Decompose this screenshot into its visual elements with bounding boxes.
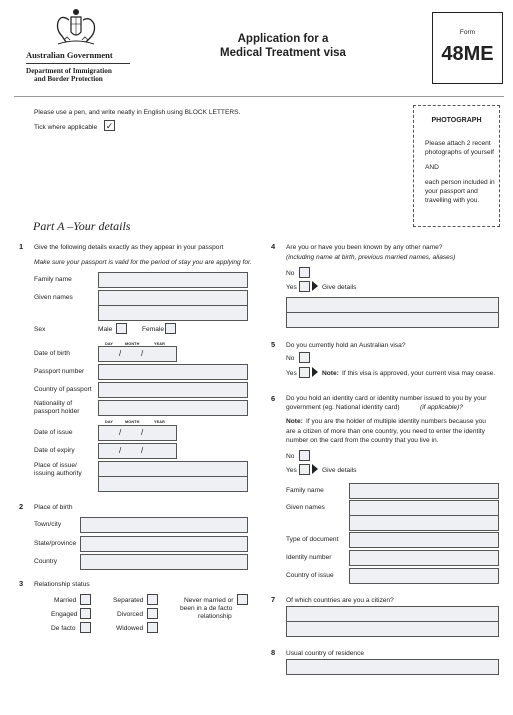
widowed-label: Widowed	[116, 625, 144, 632]
engaged-label: Engaged	[51, 611, 78, 618]
q4-details-input-2[interactable]	[286, 312, 499, 328]
divorced-checkbox[interactable]	[147, 608, 158, 619]
q6-family-name-label: Family name	[286, 487, 324, 494]
female-checkbox[interactable]	[165, 323, 176, 334]
place-of-issue-input-2[interactable]	[98, 476, 248, 492]
q7-citizenship-input-2[interactable]	[286, 621, 499, 637]
sex-label: Sex	[34, 326, 46, 333]
q7-citizenship-input-1[interactable]	[286, 606, 499, 622]
q4-yes-checkbox[interactable]	[299, 281, 310, 292]
q6-text-line2: government (eg. National identity card)	[286, 404, 400, 411]
photograph-box	[413, 105, 500, 227]
country-of-birth-label: Country	[34, 558, 58, 565]
q6-given-names-input-2[interactable]	[349, 515, 499, 531]
q6-country-of-issue-label: Country of issue	[286, 572, 334, 579]
divorced-label: Divorced	[117, 611, 144, 618]
q6-give-details: Give details	[322, 467, 357, 474]
q8-text: Usual country of residence	[286, 650, 365, 657]
place-of-issue-input-1[interactable]	[98, 461, 248, 477]
photograph-title: PHOTOGRAPH	[431, 117, 482, 124]
de-facto-checkbox[interactable]	[80, 622, 91, 633]
q5-no-checkbox[interactable]	[299, 352, 310, 363]
q4-no-checkbox[interactable]	[299, 267, 310, 278]
separated-checkbox[interactable]	[147, 594, 158, 605]
married-checkbox[interactable]	[80, 594, 91, 605]
q6-family-name-input[interactable]	[349, 483, 499, 499]
q5-yes-checkbox[interactable]	[299, 367, 310, 378]
q4-give-details: Give details	[322, 284, 357, 291]
q6-type-of-document-input[interactable]	[349, 532, 499, 548]
nationality-label-1: Nationality of	[34, 400, 73, 407]
q8-number: 8	[271, 648, 276, 657]
country-of-passport-label: Country of passport	[34, 386, 92, 393]
q4-number: 4	[271, 242, 276, 251]
q6-arrow-icon	[312, 464, 318, 474]
q6-note-line1: If you are the holder of multiple identity numbers because you	[306, 418, 486, 425]
photo-line5: travelling with you.	[425, 197, 480, 204]
engaged-checkbox[interactable]	[80, 608, 91, 619]
never-married-label-1: Never married or	[184, 597, 234, 604]
passport-number-label: Passport number	[34, 368, 85, 375]
place-of-issue-label-2: issuing authority	[34, 470, 82, 477]
given-names-input-1[interactable]	[98, 290, 248, 306]
issue-month-label: MONTH	[125, 420, 140, 424]
dob-input[interactable]	[98, 346, 177, 362]
q4-note: (including name at birth, previous married names, aliases)	[286, 254, 456, 261]
q6-yes-label: Yes	[286, 467, 297, 474]
de-facto-label: De facto	[51, 625, 76, 632]
dob-label: Date of birth	[34, 350, 70, 357]
issue-slash-1: /	[119, 428, 122, 437]
q6-no-label: No	[286, 453, 295, 460]
part-a-title: Part A –Your details	[33, 219, 131, 233]
q3-text: Relationship status	[34, 581, 90, 588]
form-label: Form	[459, 29, 476, 36]
dob-slash-2: /	[141, 349, 144, 358]
photo-and: AND	[425, 164, 439, 171]
date-of-expiry-label: Date of expiry	[34, 447, 75, 454]
q6-note-label: Note:	[286, 418, 303, 425]
date-of-issue-label: Date of issue	[34, 429, 73, 436]
q4-yes-label: Yes	[286, 284, 297, 291]
given-names-input-2[interactable]	[98, 305, 248, 321]
q5-text: Do you currently hold an Australian visa?	[286, 342, 406, 349]
q6-text-line1: Do you hold an identity card or identity number issued to you by your	[286, 395, 487, 402]
nationality-label-2: passport holder	[34, 408, 80, 415]
q5-arrow-icon	[312, 367, 318, 377]
q6-identity-number-label: Identity number	[286, 554, 332, 561]
q6-given-names-input-1[interactable]	[349, 500, 499, 516]
q7-number: 7	[271, 595, 276, 604]
q5-note: If this visa is approved, your current visa may cease.	[342, 370, 496, 377]
issue-day-label: DAY	[105, 420, 113, 424]
check-icon: ✓	[105, 121, 114, 131]
female-label: Female	[142, 326, 164, 333]
form-title-line2: Medical Treatment visa	[220, 47, 346, 59]
form-number-box	[432, 12, 503, 84]
q6-text-line2-italic: (if applicable)?	[420, 404, 463, 411]
town-input[interactable]	[80, 517, 248, 533]
q6-note-line3: number on the card from the country that you live in.	[286, 437, 439, 444]
q4-no-label: No	[286, 270, 295, 277]
photo-line3: each person included in	[425, 179, 495, 186]
never-married-label-3: relationship	[198, 613, 232, 620]
q6-number: 6	[271, 394, 276, 403]
q4-arrow-icon	[312, 281, 318, 291]
photo-line2: photographs of yourself	[425, 149, 494, 156]
q2-text: Place of birth	[34, 504, 73, 511]
town-label: Town/city	[34, 521, 62, 528]
expiry-slash-2: /	[141, 446, 144, 455]
photo-line1: Please attach 2 recent	[425, 140, 491, 147]
form-number: 48ME	[441, 43, 494, 65]
header-divider	[26, 63, 130, 64]
org-name: Australian Government	[26, 50, 113, 60]
photo-line4: your passport and	[425, 188, 478, 195]
q3-number: 3	[19, 579, 24, 588]
state-label: State/province	[34, 540, 77, 547]
dob-slash-1: /	[119, 349, 122, 358]
issue-year-label: YEAR	[154, 420, 165, 424]
form-title-line1: Application for a	[237, 33, 329, 45]
q2-number: 2	[19, 502, 24, 511]
never-married-checkbox[interactable]	[237, 594, 248, 605]
passport-number-input[interactable]	[98, 364, 248, 380]
country-of-birth-input[interactable]	[80, 554, 248, 570]
department-line2: and Border Protection	[34, 75, 103, 83]
male-checkbox[interactable]	[116, 323, 127, 334]
page-divider	[14, 96, 504, 97]
place-of-issue-label-1: Place of issue/	[34, 462, 77, 469]
family-name-label: Family name	[34, 276, 72, 283]
date-of-expiry-input[interactable]	[98, 443, 177, 459]
dob-month-label: MONTH	[125, 342, 140, 346]
tick-label: Tick where applicable	[34, 124, 98, 131]
country-of-passport-input[interactable]	[98, 382, 248, 398]
coat-of-arms-icon	[50, 8, 102, 48]
given-names-label: Given names	[34, 294, 73, 301]
intro-instruction: Please use a pen, and write neatly in English using BLOCK LETTERS.	[34, 109, 241, 116]
q5-number: 5	[271, 340, 276, 349]
q7-text: Of which countries are you a citizen?	[286, 597, 394, 604]
male-label: Male	[98, 326, 113, 333]
q1-text: Give the following details exactly as they appear in your passport	[34, 244, 224, 251]
department-line1: Department of Immigration	[26, 67, 112, 75]
dob-year-label: YEAR	[154, 342, 165, 346]
q6-yes-checkbox[interactable]	[299, 464, 310, 475]
q4-details-input-1[interactable]	[286, 297, 499, 313]
issue-slash-2: /	[141, 428, 144, 437]
q8-residence-input[interactable]	[286, 659, 499, 675]
q1-note: Make sure your passport is valid for the period of stay you are applying for.	[34, 259, 252, 266]
tick-example	[104, 120, 115, 131]
expiry-slash-1: /	[119, 446, 122, 455]
q6-identity-number-input[interactable]	[349, 550, 499, 566]
q6-no-checkbox[interactable]	[299, 450, 310, 461]
separated-label: Separated	[113, 597, 144, 604]
q6-given-names-label: Given names	[286, 504, 325, 511]
never-married-label-2: been in a de facto	[180, 605, 233, 612]
widowed-checkbox[interactable]	[147, 622, 158, 633]
q6-note-line2: are a citizen of more than one country, you need to enter the identity	[286, 428, 485, 435]
q5-no-label: No	[286, 355, 295, 362]
q5-note-label: Note:	[322, 370, 339, 377]
nationality-input[interactable]	[98, 400, 248, 416]
married-label: Married	[54, 597, 77, 604]
q6-type-of-document-label: Type of document	[286, 536, 339, 543]
state-input[interactable]	[80, 536, 248, 552]
date-of-issue-input[interactable]	[98, 425, 177, 441]
q4-text: Are you or have you been known by any other name?	[286, 244, 443, 251]
q1-number: 1	[19, 242, 24, 251]
q6-country-of-issue-input[interactable]	[349, 568, 499, 584]
dob-day-label: DAY	[105, 342, 113, 346]
q5-yes-label: Yes	[286, 370, 297, 377]
family-name-input[interactable]	[98, 272, 248, 288]
